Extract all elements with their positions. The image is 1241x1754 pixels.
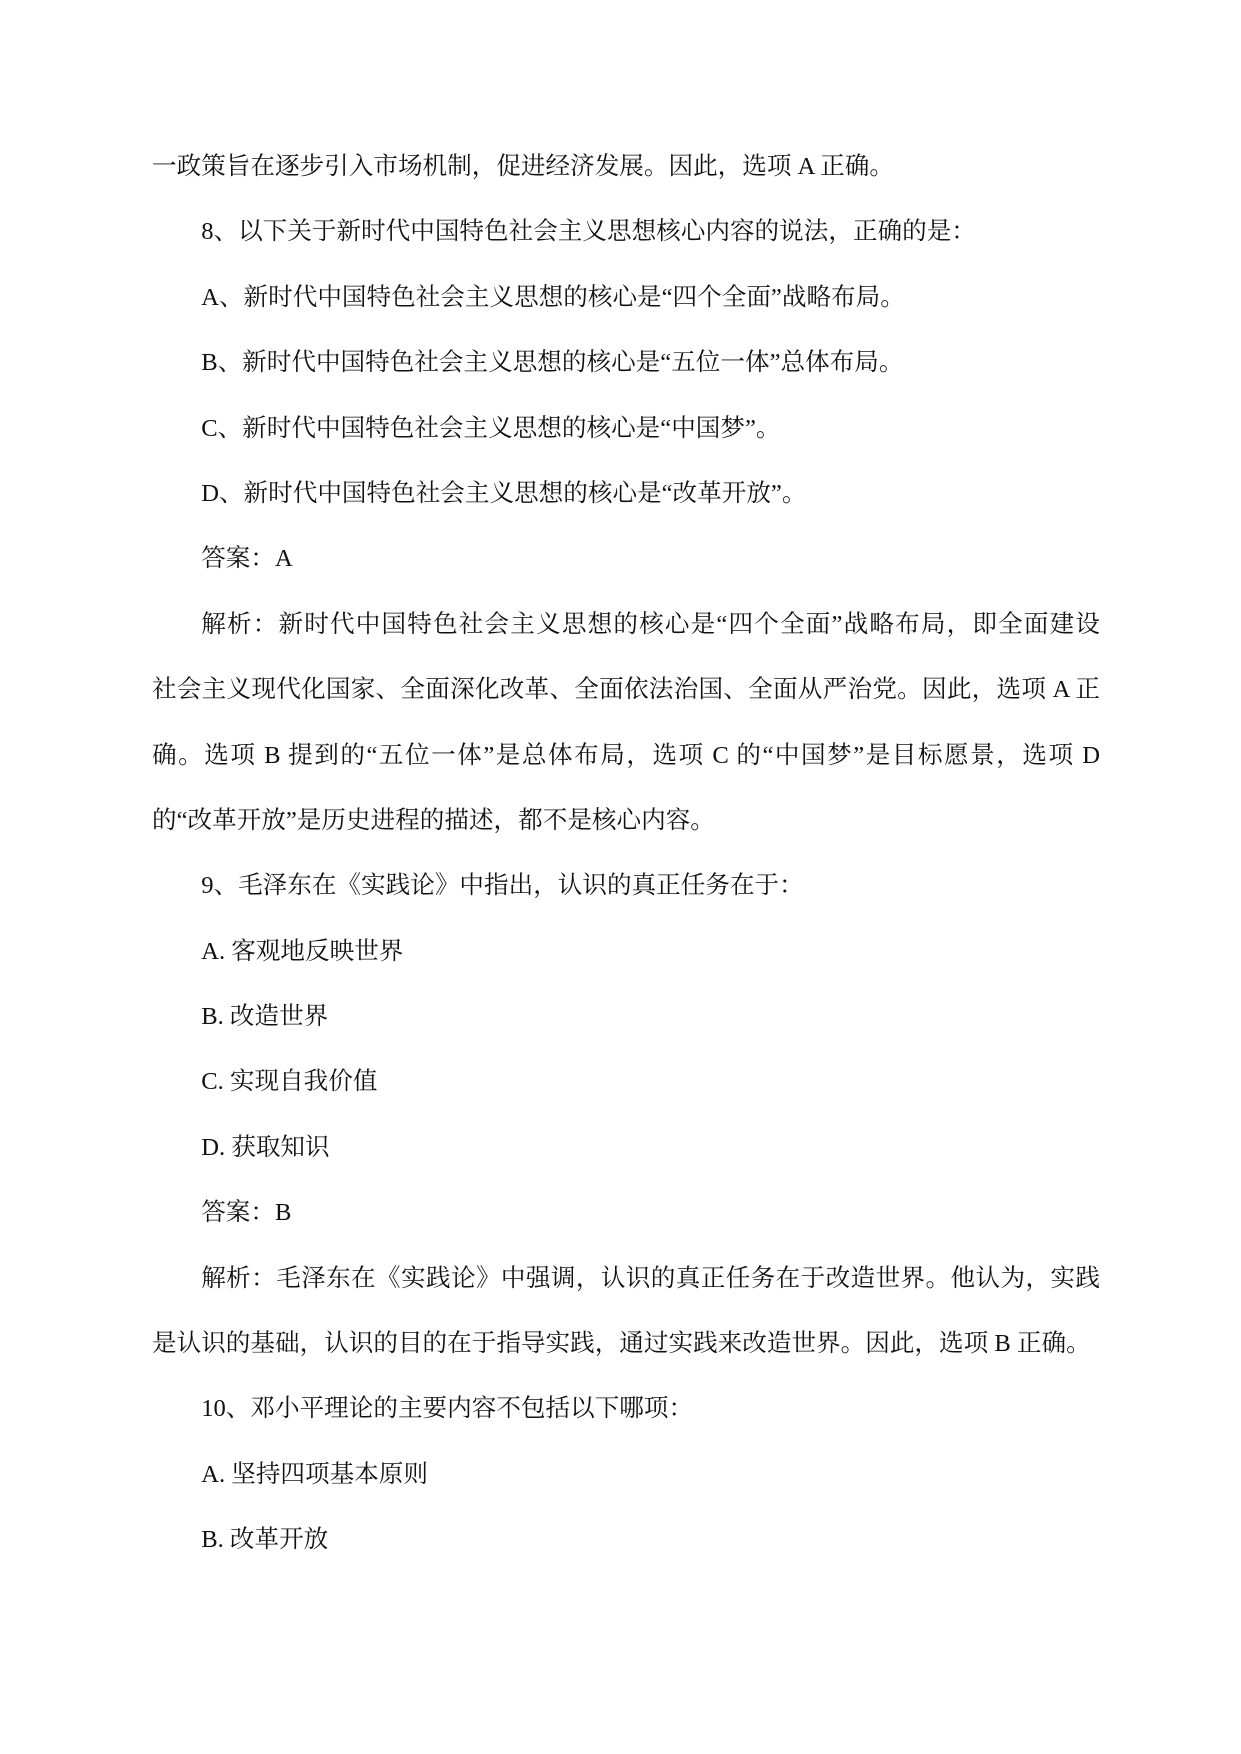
question-9: [152, 853, 1100, 1376]
question-8-explanation-line-1: 解析：新时代中国特色社会主义思想的核心是“四个全面”战略布局，即全面建设: [201, 610, 1100, 638]
question-9-option-a: A. 客观地反映世界: [201, 937, 404, 965]
question-10-stem: 10、邓小平理论的主要内容不包括以下哪项：: [201, 1395, 694, 1423]
question-9-answer: 答案：B: [201, 1199, 292, 1227]
question-9-option-b: B. 改造世界: [201, 1003, 329, 1031]
question-8-option-c: C、新时代中国特色社会主义思想的核心是“中国梦”。: [201, 414, 781, 442]
question-10-option-b: B. 改革开放: [201, 1526, 329, 1554]
question-8-option-a: A、新时代中国特色社会主义思想的核心是“四个全面”战略布局。: [201, 283, 905, 311]
page-content: [152, 134, 1100, 1573]
question-8-explanation-line-3: 确。选项 B 提到的“五位一体”是总体布局，选项 C 的“中国梦”是目标愿景，选项 D: [152, 741, 1100, 769]
question-8-stem: 8、以下关于新时代中国特色社会主义思想核心内容的说法，正确的是：: [201, 218, 976, 246]
question-9-explanation-line-2: 是认识的基础，认识的目的在于指导实践，通过实践来改造世界。因此，选项 B 正确。: [152, 1330, 1091, 1358]
question-10-option-a: A. 坚持四项基本原则: [201, 1460, 428, 1488]
question-8-explanation-line-4: 的“改革开放”是历史进程的描述，都不是核心内容。: [152, 806, 715, 834]
question-9-stem: 9、毛泽东在《实践论》中指出，认识的真正任务在于：: [201, 872, 804, 900]
question-8-answer: 答案：A: [201, 545, 293, 573]
question-8-option-b: B、新时代中国特色社会主义思想的核心是“五位一体”总体布局。: [201, 349, 904, 377]
question-9-explanation-line-1: 解析：毛泽东在《实践论》中强调，认识的真正任务在于改造世界。他认为，实践: [201, 1264, 1100, 1292]
question-8: [152, 199, 1100, 853]
question-10: [152, 1376, 1100, 1572]
question-9-option-c: C. 实现自我价值: [201, 1068, 378, 1096]
question-8-option-d: D、新时代中国特色社会主义思想的核心是“改革开放”。: [201, 479, 807, 507]
question-8-explanation-line-2: 社会主义现代化国家、全面深化改革、全面依法治国、全面从严治党。因此，选项 A 正: [152, 676, 1100, 704]
question-9-option-d: D. 获取知识: [201, 1133, 330, 1161]
continued-paragraph-line: 一政策旨在逐步引入市场机制，促进经济发展。因此，选项 A 正确。: [152, 153, 894, 180]
